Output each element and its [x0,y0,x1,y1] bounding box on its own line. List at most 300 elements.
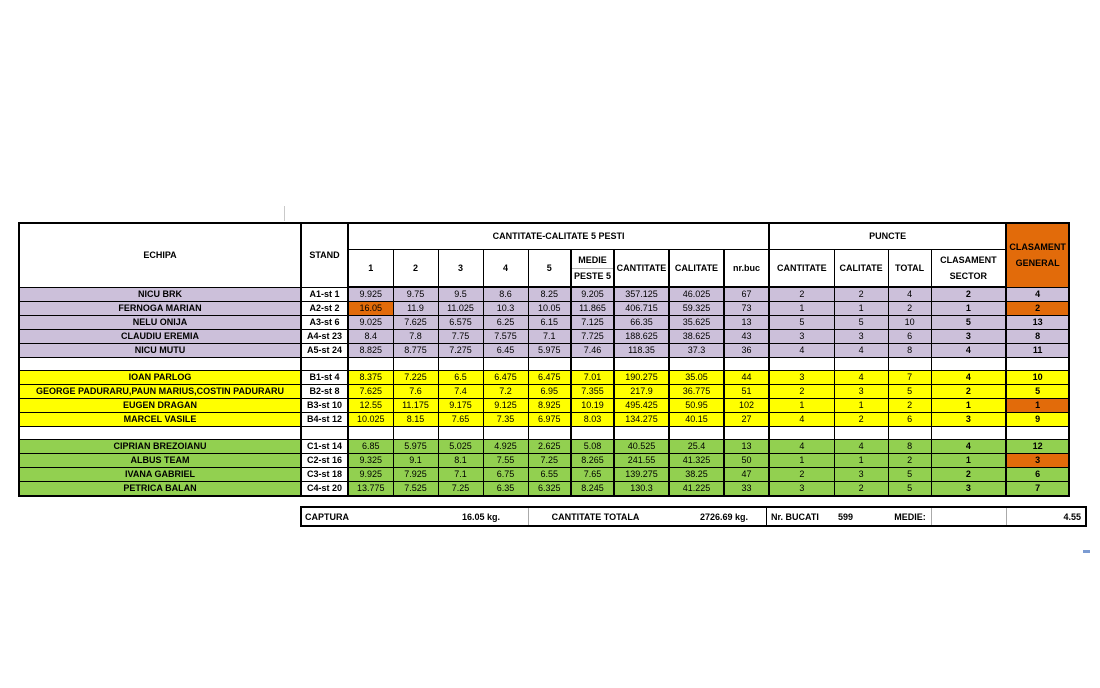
cell-pc[interactable]: 3 [769,330,834,344]
cell-sector[interactable]: 3 [931,482,1006,497]
cell-f3[interactable]: 8.6 [483,287,528,302]
cell-cantitate[interactable]: 139.275 [614,468,669,482]
empty-cell[interactable] [393,358,438,371]
medie-label-cell[interactable] [889,508,932,525]
cell-total[interactable]: 2 [888,399,931,413]
fish-2-header[interactable]: 2 [393,249,438,287]
cell-nrbuc[interactable]: 67 [724,287,769,302]
cell-f4[interactable]: 2.625 [528,440,571,454]
cell-sector[interactable]: 4 [931,371,1006,385]
cell-nrbuc[interactable]: 43 [724,330,769,344]
cell-medie[interactable]: 10.19 [571,399,614,413]
cell-total[interactable]: 6 [888,413,931,427]
cell-calitate[interactable]: 35.05 [669,371,724,385]
cell-general[interactable]: 6 [1006,468,1069,482]
cell-cantitate[interactable]: 495.425 [614,399,669,413]
cell-general[interactable]: 11 [1006,344,1069,358]
cell-sector[interactable]: 1 [931,302,1006,316]
cell-general[interactable]: 3 [1006,454,1069,468]
cell-echipa[interactable]: IVANA GABRIEL [19,468,301,482]
cell-f2[interactable]: 7.75 [438,330,483,344]
cell-cantitate[interactable]: 66.35 [614,316,669,330]
empty-cell[interactable] [888,358,931,371]
cell-cantitate[interactable]: 188.625 [614,330,669,344]
cell-f3[interactable]: 6.35 [483,482,528,497]
cell-f2[interactable]: 11.025 [438,302,483,316]
cell-sector[interactable]: 1 [931,454,1006,468]
clasament-sector-header[interactable] [931,249,1006,287]
cell-medie[interactable]: 5.08 [571,440,614,454]
cell-total[interactable]: 7 [888,371,931,385]
cell-f2[interactable]: 6.575 [438,316,483,330]
empty-cell[interactable] [348,358,393,371]
cell-f3[interactable]: 7.2 [483,385,528,399]
cell-stand[interactable]: B4-st 12 [301,413,348,427]
table-row [19,287,1069,302]
empty-cell[interactable] [724,427,769,440]
table-row [19,468,1069,482]
cell-pq[interactable]: 5 [834,316,888,330]
cell-pq[interactable]: 4 [834,344,888,358]
cell-f3[interactable]: 7.35 [483,413,528,427]
medie-value-cell[interactable] [1007,508,1085,525]
cell-medie[interactable]: 7.01 [571,371,614,385]
empty-cell[interactable] [528,427,571,440]
empty-cell[interactable] [769,358,834,371]
cell-stand[interactable]: C2-st 16 [301,454,348,468]
stand-header[interactable]: STAND [301,223,348,287]
empty-cell[interactable] [614,358,669,371]
cell-pq[interactable]: 3 [834,330,888,344]
cell-total[interactable]: 2 [888,302,931,316]
cell-total[interactable]: 8 [888,440,931,454]
cell-f1[interactable]: 11.9 [393,302,438,316]
cell-f0[interactable]: 9.325 [348,454,393,468]
cell-f1[interactable]: 5.975 [393,440,438,454]
cell-nrbuc[interactable]: 47 [724,468,769,482]
cell-pq[interactable]: 1 [834,302,888,316]
cell-f2[interactable]: 7.65 [438,413,483,427]
cell-calitate[interactable]: 37.3 [669,344,724,358]
cell-f3[interactable]: 10.3 [483,302,528,316]
clasament-general-line1: CLASAMENT [1009,242,1066,253]
cell-echipa[interactable]: CIPRIAN BREZOIANU [19,440,301,454]
cell-f2[interactable]: 7.1 [438,468,483,482]
cell-f3[interactable]: 7.575 [483,330,528,344]
cell-calitate[interactable]: 25.4 [669,440,724,454]
cell-f4[interactable]: 7.25 [528,454,571,468]
empty-cell[interactable] [483,427,528,440]
empty-cell[interactable] [669,427,724,440]
empty-cell[interactable] [888,427,931,440]
spacer-row [19,427,1069,440]
cell-total[interactable]: 5 [888,385,931,399]
cell-f0[interactable]: 10.025 [348,413,393,427]
cell-f3[interactable]: 6.475 [483,371,528,385]
summary-empty-cell[interactable] [932,508,1007,525]
empty-cell[interactable] [528,358,571,371]
cell-medie[interactable]: 7.725 [571,330,614,344]
cell-stand[interactable]: B3-st 10 [301,399,348,413]
cell-calitate[interactable]: 36.775 [669,385,724,399]
cell-f3[interactable]: 6.45 [483,344,528,358]
cell-calitate[interactable]: 59.325 [669,302,724,316]
cell-pc[interactable]: 1 [769,399,834,413]
cell-f0[interactable]: 7.625 [348,385,393,399]
cell-f4[interactable]: 6.975 [528,413,571,427]
cell-f4[interactable]: 5.975 [528,344,571,358]
cell-total[interactable]: 6 [888,330,931,344]
cell-echipa[interactable]: GEORGE PADURARU,PAUN MARIUS,COSTIN PADURARU [19,385,301,399]
cell-pc[interactable]: 4 [769,344,834,358]
cell-nrbuc[interactable]: 13 [724,440,769,454]
cantitate-calitate-group-header[interactable]: CANTITATE-CALITATE 5 PESTI [348,223,769,249]
cell-echipa[interactable]: PETRICA BALAN [19,482,301,497]
cell-nrbuc[interactable]: 73 [724,302,769,316]
cell-stand[interactable]: A3-st 6 [301,316,348,330]
cell-stand[interactable]: A4-st 23 [301,330,348,344]
cell-f4[interactable]: 8.25 [528,287,571,302]
cell-f2[interactable]: 7.4 [438,385,483,399]
table-row [19,371,1069,385]
medie-label: MEDIE: [894,511,926,522]
table-row [19,440,1069,454]
fish-1-header[interactable]: 1 [348,249,393,287]
cell-sector[interactable]: 4 [931,440,1006,454]
clasament-general-header[interactable] [1006,223,1069,287]
cell-cantitate[interactable]: 118.35 [614,344,669,358]
puncte-group-header[interactable]: PUNCTE [769,223,1006,249]
cell-cantitate[interactable]: 241.55 [614,454,669,468]
page-break-line [284,206,285,221]
table-row [19,413,1069,427]
cell-total[interactable]: 8 [888,344,931,358]
cell-pq[interactable]: 4 [834,440,888,454]
cell-f3[interactable]: 4.925 [483,440,528,454]
fish-5-header[interactable]: 5 [528,249,571,287]
cell-f1[interactable]: 7.8 [393,330,438,344]
cell-total[interactable]: 10 [888,316,931,330]
cell-stand[interactable]: C1-st 14 [301,440,348,454]
empty-cell[interactable] [1006,358,1069,371]
cell-echipa[interactable]: IOAN PARLOG [19,371,301,385]
cell-sector[interactable]: 3 [931,330,1006,344]
clasament-general-line2: GENERAL [1015,258,1060,269]
cell-pc[interactable]: 4 [769,440,834,454]
cell-f3[interactable]: 6.75 [483,468,528,482]
cell-echipa[interactable]: ALBUS TEAM [19,454,301,468]
empty-cell[interactable] [769,427,834,440]
empty-cell[interactable] [834,427,888,440]
cell-general[interactable]: 2 [1006,302,1069,316]
cell-sector[interactable]: 4 [931,344,1006,358]
cell-pq[interactable]: 1 [834,454,888,468]
cell-stand[interactable]: B1-st 4 [301,371,348,385]
cell-f0[interactable]: 9.025 [348,316,393,330]
cell-pc[interactable]: 2 [769,468,834,482]
cell-calitate[interactable]: 41.325 [669,454,724,468]
medie-value: 4.55 [1063,511,1081,522]
cell-cantitate[interactable]: 190.275 [614,371,669,385]
cell-f0[interactable]: 16.05 [348,302,393,316]
table-row [19,302,1069,316]
cell-stand[interactable]: C4-st 20 [301,482,348,497]
cell-echipa[interactable]: EUGEN DRAGAN [19,399,301,413]
cell-nrbuc[interactable]: 13 [724,316,769,330]
cell-nrbuc[interactable]: 51 [724,385,769,399]
header-row-groups [19,223,1069,249]
table-row [19,482,1069,497]
cell-pq[interactable]: 3 [834,385,888,399]
empty-cell[interactable] [438,427,483,440]
cell-pq[interactable]: 4 [834,371,888,385]
empty-cell[interactable] [614,427,669,440]
spacer-row [19,358,1069,371]
cell-pc[interactable]: 3 [769,371,834,385]
empty-cell[interactable] [571,358,614,371]
cell-general[interactable]: 8 [1006,330,1069,344]
cell-f2[interactable]: 8.1 [438,454,483,468]
cantitate-totala-value-cell[interactable] [662,508,767,525]
cell-cantitate[interactable]: 357.125 [614,287,669,302]
cell-f2[interactable]: 9.5 [438,287,483,302]
cell-total[interactable]: 4 [888,287,931,302]
captura-value: 16.05 kg. [461,511,500,522]
cell-calitate[interactable]: 38.625 [669,330,724,344]
cell-pc[interactable]: 1 [769,454,834,468]
cell-total[interactable]: 5 [888,482,931,497]
cell-nrbuc[interactable]: 27 [724,413,769,427]
calitate-header[interactable]: CALITATE [669,249,724,287]
cell-pq[interactable]: 3 [834,468,888,482]
cell-f0[interactable]: 8.375 [348,371,393,385]
cell-f2[interactable]: 9.175 [438,399,483,413]
cell-general[interactable]: 9 [1006,413,1069,427]
empty-cell[interactable] [483,358,528,371]
cell-f0[interactable]: 9.925 [348,468,393,482]
cell-cantitate[interactable]: 134.275 [614,413,669,427]
cell-sector[interactable]: 3 [931,413,1006,427]
cell-pc[interactable]: 2 [769,385,834,399]
medie-line1: MEDIE [578,254,607,265]
cell-cantitate[interactable]: 217.9 [614,385,669,399]
cell-medie[interactable]: 8.245 [571,482,614,497]
cell-pq[interactable]: 2 [834,482,888,497]
empty-cell[interactable] [301,427,348,440]
cell-medie[interactable]: 11.865 [571,302,614,316]
cell-general[interactable]: 13 [1006,316,1069,330]
cell-general[interactable]: 1 [1006,399,1069,413]
cell-f0[interactable]: 8.4 [348,330,393,344]
cell-f1[interactable]: 9.1 [393,454,438,468]
cell-cantitate[interactable]: 40.525 [614,440,669,454]
cell-f0[interactable]: 12.55 [348,399,393,413]
puncte-calitate-header[interactable]: CALITATE [834,249,888,287]
cell-f4[interactable]: 10.05 [528,302,571,316]
cell-pq[interactable]: 2 [834,287,888,302]
cell-sector[interactable]: 1 [931,399,1006,413]
cell-sector[interactable]: 2 [931,468,1006,482]
cell-f0[interactable]: 6.85 [348,440,393,454]
empty-cell[interactable] [931,427,1006,440]
cell-sector[interactable]: 5 [931,316,1006,330]
cell-pc[interactable]: 1 [769,302,834,316]
cell-nrbuc[interactable]: 102 [724,399,769,413]
cell-f1[interactable]: 7.225 [393,371,438,385]
nr-bucati-value-cell[interactable] [835,508,889,525]
cell-echipa[interactable]: CLAUDIU EREMIA [19,330,301,344]
empty-cell[interactable] [724,358,769,371]
cell-f0[interactable]: 13.775 [348,482,393,497]
cell-f4[interactable]: 8.925 [528,399,571,413]
cell-stand[interactable]: B2-st 8 [301,385,348,399]
summary-row [300,506,1087,527]
cell-stand[interactable]: A5-st 24 [301,344,348,358]
cell-f4[interactable]: 6.95 [528,385,571,399]
nrbuc-header[interactable]: nr.buc [724,249,769,287]
cantitate-totala-value: 2726.69 kg. [699,511,748,522]
cell-f1[interactable]: 8.775 [393,344,438,358]
cell-total[interactable]: 5 [888,468,931,482]
cell-calitate[interactable]: 38.25 [669,468,724,482]
cell-cantitate[interactable]: 130.3 [614,482,669,497]
fish-4-header[interactable]: 4 [483,249,528,287]
cell-f2[interactable]: 6.5 [438,371,483,385]
selection-artifact [1083,550,1090,553]
cell-f1[interactable]: 7.925 [393,468,438,482]
cell-echipa[interactable]: NICU BRK [19,287,301,302]
medie-peste5-header[interactable] [571,249,614,287]
echipa-header[interactable]: ECHIPA [19,223,301,287]
empty-cell[interactable] [438,358,483,371]
empty-cell[interactable] [571,427,614,440]
cell-total[interactable]: 2 [888,454,931,468]
cantitate-header[interactable]: CANTITATE [614,249,669,287]
medie-line2: PESTE 5 [572,268,613,284]
cell-nrbuc[interactable]: 44 [724,371,769,385]
cell-medie[interactable]: 8.265 [571,454,614,468]
cell-sector[interactable]: 2 [931,287,1006,302]
cell-general[interactable]: 7 [1006,482,1069,497]
cell-pc[interactable]: 4 [769,413,834,427]
cell-f4[interactable]: 7.1 [528,330,571,344]
empty-cell[interactable] [669,358,724,371]
cell-calitate[interactable]: 50.95 [669,399,724,413]
table-row [19,454,1069,468]
cell-medie[interactable]: 9.205 [571,287,614,302]
clasament-sector-line2: SECTOR [949,270,988,281]
cell-calitate[interactable]: 40.15 [669,413,724,427]
cell-f4[interactable]: 6.15 [528,316,571,330]
cell-stand[interactable]: A1-st 1 [301,287,348,302]
cell-calitate[interactable]: 46.025 [669,287,724,302]
cell-echipa[interactable]: NICU MUTU [19,344,301,358]
empty-cell[interactable] [19,358,301,371]
cell-f1[interactable]: 8.15 [393,413,438,427]
empty-cell[interactable] [834,358,888,371]
cell-nrbuc[interactable]: 33 [724,482,769,497]
cell-f1[interactable]: 7.625 [393,316,438,330]
cell-calitate[interactable]: 41.225 [669,482,724,497]
cell-f3[interactable]: 9.125 [483,399,528,413]
cell-echipa[interactable]: NELU ONIJA [19,316,301,330]
results-table [18,222,1070,497]
cell-calitate[interactable]: 35.625 [669,316,724,330]
clasament-sector-line1: CLASAMENT [940,254,997,265]
table-row [19,399,1069,413]
cantitate-totala-label: CANTITATE TOTALA [551,511,640,522]
cell-general[interactable]: 4 [1006,287,1069,302]
nr-bucati-label: Nr. BUCATI [771,511,819,522]
nr-bucati-label-cell[interactable] [767,508,835,525]
captura-cell[interactable] [302,508,529,525]
empty-cell[interactable] [301,358,348,371]
cell-f3[interactable]: 7.55 [483,454,528,468]
cell-f4[interactable]: 6.55 [528,468,571,482]
puncte-cantitate-header[interactable]: CANTITATE [769,249,834,287]
empty-cell[interactable] [931,358,1006,371]
cell-nrbuc[interactable]: 50 [724,454,769,468]
empty-cell[interactable] [1006,427,1069,440]
cell-pq[interactable]: 2 [834,413,888,427]
cell-echipa[interactable]: FERNOGA MARIAN [19,302,301,316]
cell-general[interactable]: 5 [1006,385,1069,399]
cell-f1[interactable]: 9.75 [393,287,438,302]
cell-medie[interactable]: 7.65 [571,468,614,482]
cell-pc[interactable]: 5 [769,316,834,330]
cell-stand[interactable]: A2-st 2 [301,302,348,316]
cell-medie[interactable]: 8.03 [571,413,614,427]
cell-medie[interactable]: 7.46 [571,344,614,358]
cell-f1[interactable]: 7.525 [393,482,438,497]
captura-label: CAPTURA [305,511,349,522]
cell-f2[interactable]: 7.275 [438,344,483,358]
empty-cell[interactable] [19,427,301,440]
cell-cantitate[interactable]: 406.715 [614,302,669,316]
empty-cell[interactable] [348,427,393,440]
cell-nrbuc[interactable]: 36 [724,344,769,358]
table-row [19,330,1069,344]
cell-medie[interactable]: 7.355 [571,385,614,399]
cell-f0[interactable]: 9.925 [348,287,393,302]
cell-f0[interactable]: 8.825 [348,344,393,358]
cell-general[interactable]: 12 [1006,440,1069,454]
cell-echipa[interactable]: MARCEL VASILE [19,413,301,427]
cell-general[interactable]: 10 [1006,371,1069,385]
cell-f1[interactable]: 7.6 [393,385,438,399]
cell-stand[interactable]: C3-st 18 [301,468,348,482]
cell-pc[interactable]: 3 [769,482,834,497]
cantitate-totala-label-cell[interactable] [529,508,662,525]
cell-sector[interactable]: 2 [931,385,1006,399]
table-row [19,385,1069,399]
cell-f2[interactable]: 5.025 [438,440,483,454]
cell-f4[interactable]: 6.475 [528,371,571,385]
cell-pc[interactable]: 2 [769,287,834,302]
empty-cell[interactable] [393,427,438,440]
cell-pq[interactable]: 1 [834,399,888,413]
cell-medie[interactable]: 7.125 [571,316,614,330]
cell-f4[interactable]: 6.325 [528,482,571,497]
nr-bucati-value: 599 [838,511,854,522]
table-row [19,316,1069,330]
cell-f3[interactable]: 6.25 [483,316,528,330]
fish-3-header[interactable]: 3 [438,249,483,287]
cell-f1[interactable]: 11.175 [393,399,438,413]
total-header[interactable]: TOTAL [888,249,931,287]
table-row [19,344,1069,358]
cell-f2[interactable]: 7.25 [438,482,483,497]
